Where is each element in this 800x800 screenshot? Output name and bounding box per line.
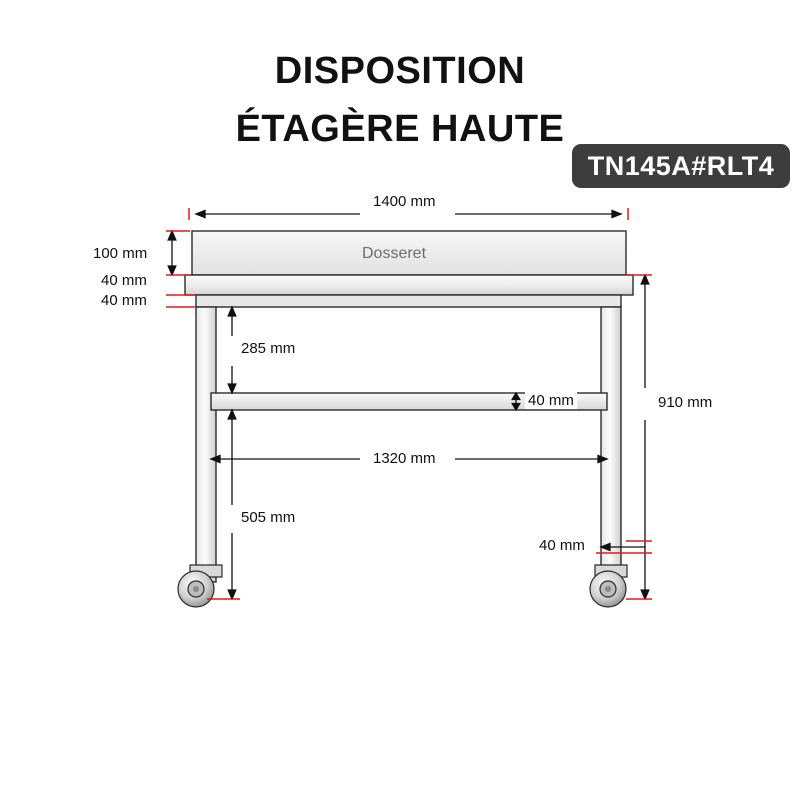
page-title-line1: DISPOSITION: [274, 50, 526, 92]
dimension-lower-gap: 505 mm: [238, 509, 298, 526]
dimension-total-width: 1400 mm: [370, 193, 439, 210]
dimension-shelf-thickness: 40 mm: [525, 392, 577, 409]
leg-right: [601, 307, 621, 582]
dimension-upper-gap: 285 mm: [238, 340, 298, 357]
page-title-line2: ÉTAGÈRE HAUTE: [235, 108, 565, 150]
dimension-inner-width: 1320 mm: [370, 450, 439, 467]
castor-right: [590, 565, 627, 607]
front-apron: [196, 295, 621, 307]
backsplash-label: Dosseret: [362, 245, 427, 262]
product-code-text: TN145A#RLT4: [587, 150, 775, 181]
castor-left: [178, 565, 222, 607]
leg-left: [196, 307, 216, 582]
dimension-apron-thickness: 40 mm: [98, 292, 150, 309]
dimension-leg-width: 40 mm: [536, 537, 588, 554]
dimension-backsplash-height: 100 mm: [90, 245, 150, 262]
dimension-total-height: 910 mm: [655, 394, 715, 411]
dimension-top-thickness: 40 mm: [98, 272, 150, 289]
worktop-slab: [185, 275, 633, 295]
